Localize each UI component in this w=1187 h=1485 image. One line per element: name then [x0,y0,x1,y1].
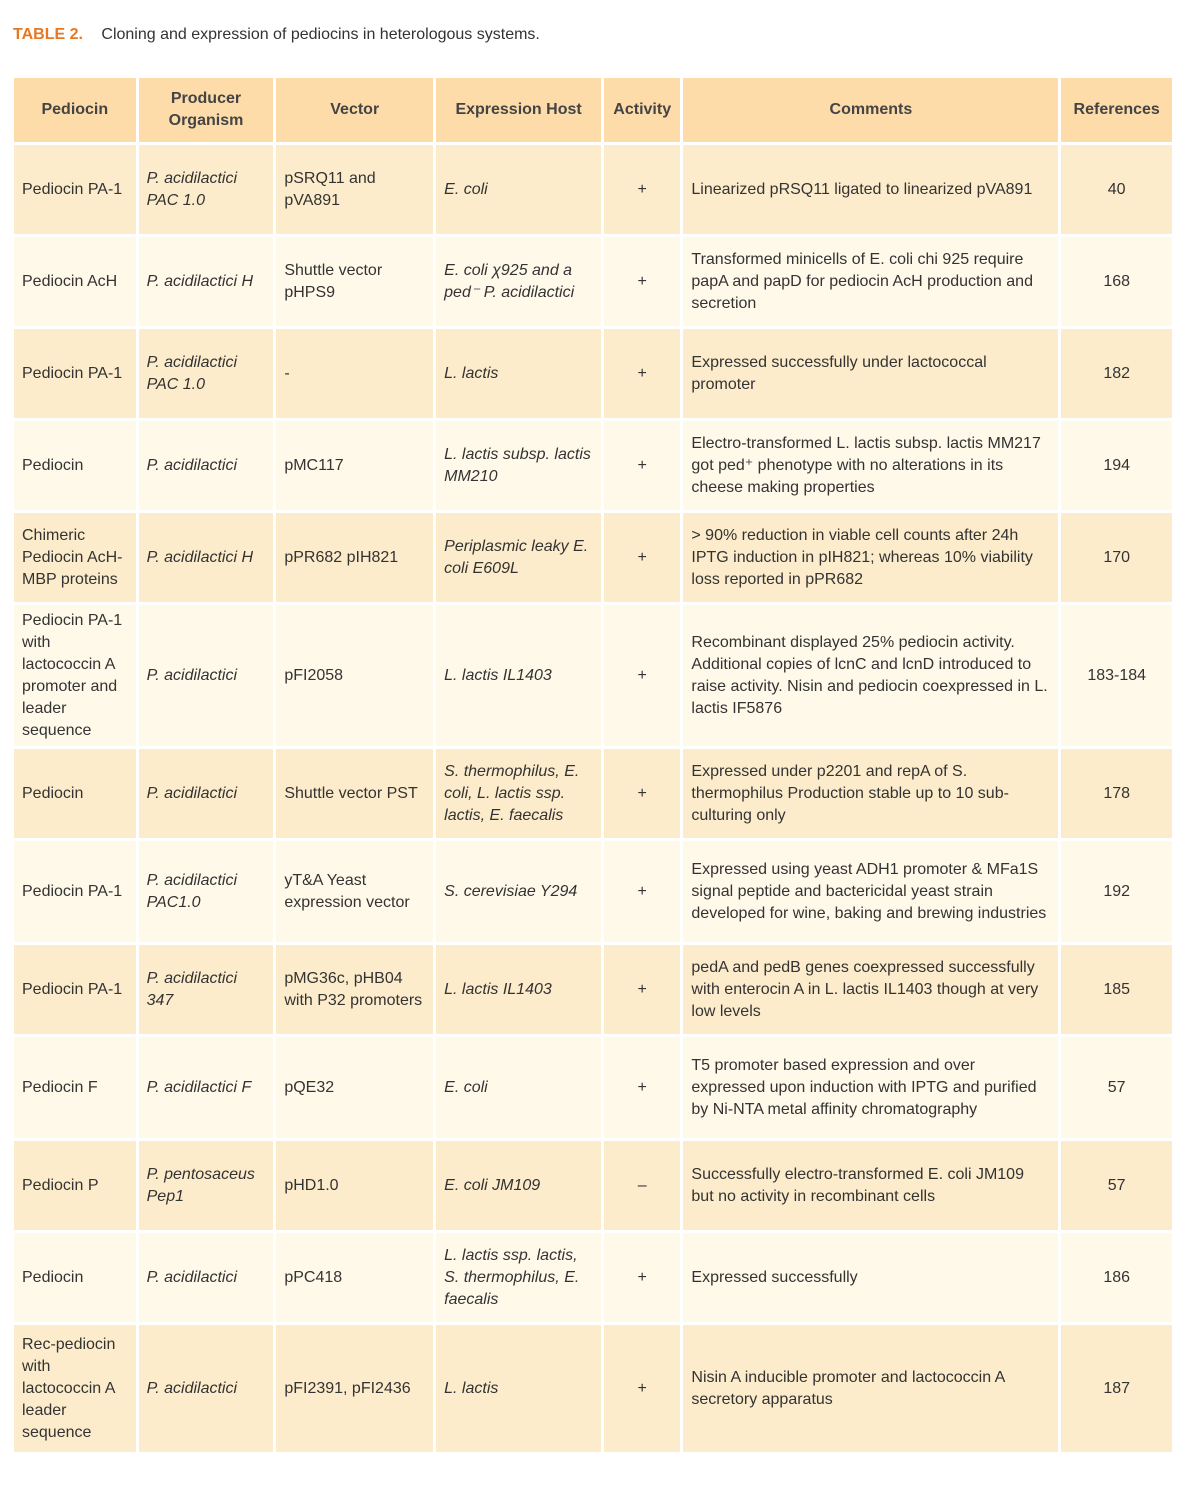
table-row [14,1037,1172,1138]
vector-cell: pPC418 [276,1233,433,1322]
comments-cell: Expressed using yeast ADH1 promoter & MFa1S signal peptide and bactericidal yeast strain developed for wine, baking and brewing industries [683,841,1058,942]
comments-cell: Recombinant displayed 25% pediocin activity. Additional copies of lcnC and lcnD introduced to raise activity. Nisin and pediocin coexpressed in L. lactis IF5876 [683,605,1058,746]
table-row [14,1141,1172,1230]
comments-cell: Transformed minicells of E. coli chi 925 require papA and papD for pediocin AcH production and secretion [683,237,1058,326]
activity-cell: + [604,513,680,602]
producer-cell: P. acidilactici H [139,237,274,326]
vector-cell: pQE32 [276,1037,433,1138]
header-comments: Comments [683,78,1058,142]
vector-cell: - [276,329,433,418]
producer-cell: P. acidilactici F [139,1037,274,1138]
table-row [14,237,1172,326]
header-host: Expression Host [436,78,601,142]
vector-cell: pFI2391, pFI2436 [276,1325,433,1452]
host-cell: S. cerevisiae Y294 [436,841,601,942]
vector-cell: pPR682 pIH821 [276,513,433,602]
producer-cell: P. acidilactici [139,421,274,510]
references-cell: 187 [1061,1325,1172,1452]
pediocin-cell: Pediocin F [14,1037,136,1138]
activity-cell: + [604,329,680,418]
header-row [14,78,1172,142]
references-cell: 183-184 [1061,605,1172,746]
references-cell: 194 [1061,421,1172,510]
producer-cell: P. acidilactici 347 [139,945,274,1034]
vector-cell: Shuttle vector pHPS9 [276,237,433,326]
table-row [14,145,1172,234]
pediocin-cell: Pediocin AcH [14,237,136,326]
host-cell: L. lactis subsp. lactis MM210 [436,421,601,510]
host-cell: L. lactis [436,1325,601,1452]
table-row [14,605,1172,746]
vector-cell: pMG36c, pHB04 with P32 promoters [276,945,433,1034]
activity-cell: – [604,1141,680,1230]
host-cell: L. lactis [436,329,601,418]
host-cell: Periplasmic leaky E. coli E609L [436,513,601,602]
activity-cell: + [604,1325,680,1452]
pediocin-cell: Rec-pediocin with lactococcin A leader sequence [14,1325,136,1452]
table-row [14,513,1172,602]
pediocin-cell: Pediocin PA-1 [14,145,136,234]
table-caption [13,26,540,44]
header-vector: Vector [276,78,433,142]
vector-cell: Shuttle vector PST [276,749,433,838]
pediocin-cell: Pediocin PA-1 [14,329,136,418]
table-label: TABLE 2. [13,26,83,43]
vector-cell: pSRQ11 and pVA891 [276,145,433,234]
host-cell: L. lactis IL1403 [436,605,601,746]
table-row [14,749,1172,838]
producer-cell: P. pentosaceus Pep1 [139,1141,274,1230]
header-references: References [1061,78,1172,142]
pediocin-cell: Pediocin [14,749,136,838]
header-activity: Activity [604,78,680,142]
activity-cell: + [604,237,680,326]
references-cell: 192 [1061,841,1172,942]
references-cell: 186 [1061,1233,1172,1322]
producer-cell: P. acidilactici [139,749,274,838]
pediocin-cell: Pediocin PA-1 [14,945,136,1034]
table-row [14,1325,1172,1452]
header-pediocin: Pediocin [14,78,136,142]
pediocin-cell: Pediocin [14,421,136,510]
comments-cell: Expressed successfully under lactococcal promoter [683,329,1058,418]
host-cell: S. thermophilus, E. coli, L. lactis ssp. lactis, E. faecalis [436,749,601,838]
producer-cell: P. acidilactici PAC 1.0 [139,145,274,234]
activity-cell: + [604,421,680,510]
host-cell: L. lactis IL1403 [436,945,601,1034]
references-cell: 57 [1061,1037,1172,1138]
pediocin-cell: Chimeric Pediocin AcH-MBP proteins [14,513,136,602]
table-row [14,329,1172,418]
comments-cell: Expressed under p2201 and repA of S. thermophilus Production stable up to 10 sub-culturing only [683,749,1058,838]
pediocin-table [11,75,1175,1455]
references-cell: 170 [1061,513,1172,602]
pediocin-cell: Pediocin PA-1 [14,841,136,942]
activity-cell: + [604,605,680,746]
comments-cell: Linearized pRSQ11 ligated to linearized pVA891 [683,145,1058,234]
vector-cell: pHD1.0 [276,1141,433,1230]
table-title: Cloning and expression of pediocins in heterologous systems. [101,26,540,43]
host-cell: E. coli [436,145,601,234]
producer-cell: P. acidilactici [139,1325,274,1452]
header-producer: Producer Organism [139,78,274,142]
references-cell: 40 [1061,145,1172,234]
vector-cell: pFI2058 [276,605,433,746]
pediocin-cell: Pediocin PA-1 with lactococcin A promoter and leader sequence [14,605,136,746]
host-cell: L. lactis ssp. lactis, S. thermophilus, E. faecalis [436,1233,601,1322]
producer-cell: P. acidilactici PAC 1.0 [139,329,274,418]
host-cell: E. coli [436,1037,601,1138]
comments-cell: Successfully electro-transformed E. coli JM109 but no activity in recombinant cells [683,1141,1058,1230]
table-row [14,421,1172,510]
activity-cell: + [604,1037,680,1138]
activity-cell: + [604,1233,680,1322]
references-cell: 185 [1061,945,1172,1034]
references-cell: 168 [1061,237,1172,326]
vector-cell: yT&A Yeast expression vector [276,841,433,942]
comments-cell: T5 promoter based expression and over expressed upon induction with IPTG and purified by Ni-NTA metal affinity chromatography [683,1037,1058,1138]
references-cell: 57 [1061,1141,1172,1230]
comments-cell: > 90% reduction in viable cell counts after 24h IPTG induction in pIH821; whereas 10% viability loss reported in pPR682 [683,513,1058,602]
table-row [14,1233,1172,1322]
host-cell: E. coli JM109 [436,1141,601,1230]
table-row [14,945,1172,1034]
table-row [14,841,1172,942]
host-cell: E. coli χ925 and a ped⁻ P. acidilactici [436,237,601,326]
references-cell: 182 [1061,329,1172,418]
comments-cell: Nisin A inducible promoter and lactococcin A secretory apparatus [683,1325,1058,1452]
activity-cell: + [604,841,680,942]
producer-cell: P. acidilactici H [139,513,274,602]
comments-cell: Electro-transformed L. lactis subsp. lactis MM217 got ped⁺ phenotype with no alterations in its cheese making properties [683,421,1058,510]
references-cell: 178 [1061,749,1172,838]
activity-cell: + [604,749,680,838]
producer-cell: P. acidilactici [139,605,274,746]
pediocin-cell: Pediocin P [14,1141,136,1230]
pediocin-cell: Pediocin [14,1233,136,1322]
comments-cell: pedA and pedB genes coexpressed successfully with enterocin A in L. lactis IL1403 though at very low levels [683,945,1058,1034]
activity-cell: + [604,945,680,1034]
activity-cell: + [604,145,680,234]
comments-cell: Expressed successfully [683,1233,1058,1322]
vector-cell: pMC117 [276,421,433,510]
producer-cell: P. acidilactici PAC1.0 [139,841,274,942]
producer-cell: P. acidilactici [139,1233,274,1322]
